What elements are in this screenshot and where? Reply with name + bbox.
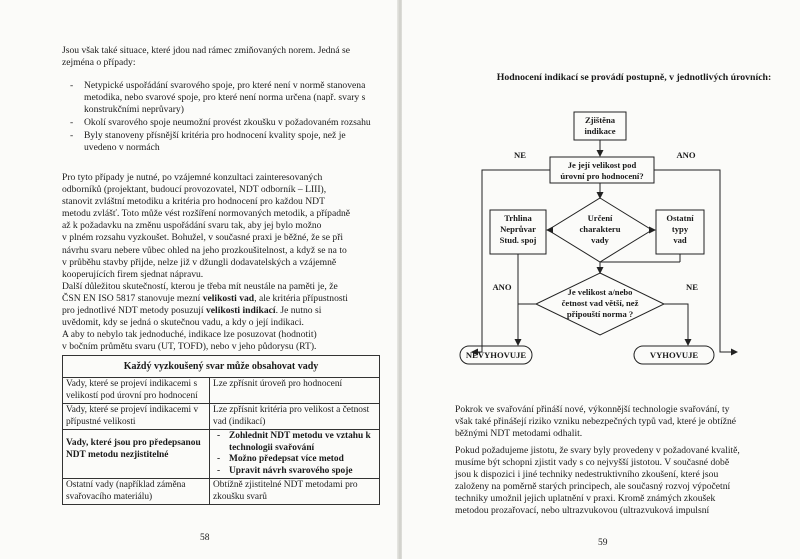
table-cell: Ostatní vady (například záměna svařovacího materiálu) [63,479,210,505]
table-cell: Obtížně zjistitelné NDT metodami pro zkoušku svarů [210,479,380,505]
text-line: Pokud požadujeme jistotu, že svary byly provedeny v požadované kvalitě, [455,445,740,456]
flow-label: úrovní pro hodnocení? [560,171,644,181]
list-item: - Zohlednit NDT metodu ve vztahu k technologii svařování [217,431,371,453]
list-item: - Možno předepsat více metod [217,454,344,464]
table-cell [210,430,380,479]
page-number: 58 [200,533,210,543]
flow-label: četnost vad větší, než [561,298,639,308]
flow-label: indikace [584,126,616,136]
flow-label: typy [671,224,689,234]
table-cell: Lze zpřísnit kritéria pro velikost a četnost vad (indikací) [210,404,380,430]
cases-list [62,80,377,156]
item-text: Zohlednit NDT metodu ve vztahu k technologii svařování [229,431,371,453]
page-number: 59 [598,538,608,548]
table-row [63,378,380,404]
intro-paragraph: Jsou však také situace, které jdou nad rámec zmiňovaných norem. Jedná se zejména o případy: [62,45,350,69]
flow-label: vad [673,235,687,245]
table-cell [63,430,210,479]
text-line: Pokrok ve svařování přináší nové, výkonnější technologie svařování, ty [455,404,730,415]
item-text: Možno předepsat více metod [229,454,344,464]
item-text: Upravit návrh svarového spoje [229,465,353,476]
text-line: až k požadavku na změnu uspořádání svaru tak, aby jej bylo možno [62,220,322,232]
terminal-label: VYHOVUJE [649,350,699,360]
table-row [63,479,380,505]
text-line: návrhu svaru nebere vůbec ohled na jeho prozkoušitelnost, a když se na to [62,244,347,256]
bold-term: velikosti indikací [205,305,276,317]
cell-text: Vady, které jsou pro předepsanou NDT metodu nezjistitelné [66,438,201,460]
body-paragraph [62,172,380,353]
left-page [0,0,398,559]
list-item: - Byly stanoveny přísnější kritéria pro hodnocení kvality spoje, než je uvedeno v normách [70,130,346,154]
text-run: ČSN EN ISO 5817 stanovuje mezní [62,292,203,304]
text-line: jsou k dispozici i jiné techniky nedestruktivního zkoušení, které jsou [455,469,719,481]
body-paragraph [455,445,773,518]
text-line: běžnými NDT metodami odhalit. [455,428,583,440]
text-run: . Je nutno si [275,305,322,317]
text-line: A aby to nebylo tak jednoduché, indikace lze posuzovat (hodnotit) [62,329,317,341]
text-line: uvědomit, kdy se jedná o skutečnou vadu, a kdy o její indikaci. [62,317,304,329]
text-line: stanovit zvláštní metodiku a kritéria pro hodnocení pro každou NDT [62,196,325,208]
flow-label: Neprůvar [500,224,536,234]
flow-label: Určení [587,213,613,223]
text-line: však také přinášejí riziko vzniku nebezpečných typů vad, které je obtížné [455,416,737,428]
text-line: techniky umožnil jejich uplatnění v praxi. Kromě známých zkoušek [455,493,716,505]
branch-label: NE [686,282,698,292]
text-run: pro jednotlivé NDT metody posuzují [62,305,206,317]
list-item: - Netypické uspořádání svarového spoje, pro které není v normě stanovena metodika, nebo svarové spoje, pro které není norma určena (např. svary s konstrukčními neprůvary) [70,80,366,116]
text-line: v bočním průmětu svaru (UT, TOFD), nebo v jeho půdorysu (RT). [62,341,317,353]
body-paragraph [455,404,773,440]
flow-label: vady [591,235,609,245]
text-line: založeny na poměrně starých principech, ale současný rozvoj výpočetní [455,481,731,493]
flowchart [402,90,800,380]
text-line: v plném rozsahu vyzkoušet. Bohužel, v současné praxi je běžné, že se při [62,232,344,244]
table-title: Každý vyzkoušený svar může obsahovat vady [62,355,380,378]
table-cell: Vady, které se projeví indikacemi s velikostí pod úrovní pro hodnocení [63,378,210,404]
table-row [63,430,380,479]
text-line: Další důležitou skutečností, kterou je třeba mít neustále na paměti je, že [62,280,338,292]
text-line [62,305,380,317]
bold-term: velikosti vad [202,292,255,304]
text-line: v průběhu stavby přijde, nelze již v džungli dodavatelských a vzájemně [62,256,337,268]
terminal-label: NEVYHOVUJE [465,350,527,360]
flow-label: Stud. spoj [499,235,537,245]
text-line: kooperujících firem sjednat nápravu. [62,268,204,280]
table-cell: Vady, které se projeví indikacemi v přípustné velikosti [63,404,210,430]
text-line: odborníků (projektant, budoucí provozovatel, NDT odborník – LIII), [62,184,327,196]
flow-label: Ostatní [666,213,694,223]
flow-label: připouští norma ? [566,309,634,319]
flow-label: Trhlina [504,213,532,223]
list-item: - Okolí svarového spoje neumožní provést zkoušku v požadovaném rozsahu [70,117,371,129]
case-text: Byly stanoveny přísnější kritéria pro hodnocení kvality spoje, než je uvedeno v normách [84,130,346,154]
flow-label: charakteru [579,224,621,234]
text-line: musíme být schopni zjistit vady s co nejvyšší jistotou. V současné době [455,457,730,469]
flow-label: Zjištěna [584,115,616,125]
text-line: Pro tyto případy je nutné, po vzájemné konzultaci zainteresovaných [62,172,323,183]
diagram-heading: Hodnocení indikací se provádí postupně, v jednotlivých úrovních: [496,72,772,83]
text-line: metodou prozařovací, nebo ultrazvukovou (ultrazvuková impulsní [455,505,710,517]
list-item: - Upravit návrh svarového spoje [217,465,353,476]
branch-label: ANO [676,150,696,160]
text-line [62,293,380,305]
flow-label: Je její velikost pod [567,160,637,170]
table-cell: Lze zpřísnit úroveň pro hodnocení [210,378,380,404]
case-text: Okolí svarového spoje neumožní provést zkoušku v požadovaném rozsahu [84,117,371,129]
branch-label: NE [514,150,526,160]
flow-label: Je velikost a/nebo [567,287,633,297]
table-row [63,404,380,430]
defects-table [62,377,380,505]
case-text: Netypické uspořádání svarového spoje, pro které není v normě stanovena metodika, nebo svarové spoje, pro které není norma určena (např. svary s konstrukčními neprůvary) [84,80,366,116]
text-line: metodu zvlášť. Toto může vést rozšíření normovaných metodik, a případně [62,208,351,220]
branch-label: ANO [492,282,512,292]
measures-list [213,431,376,477]
text-run: , ale kritéria přípustnosti [254,292,348,304]
